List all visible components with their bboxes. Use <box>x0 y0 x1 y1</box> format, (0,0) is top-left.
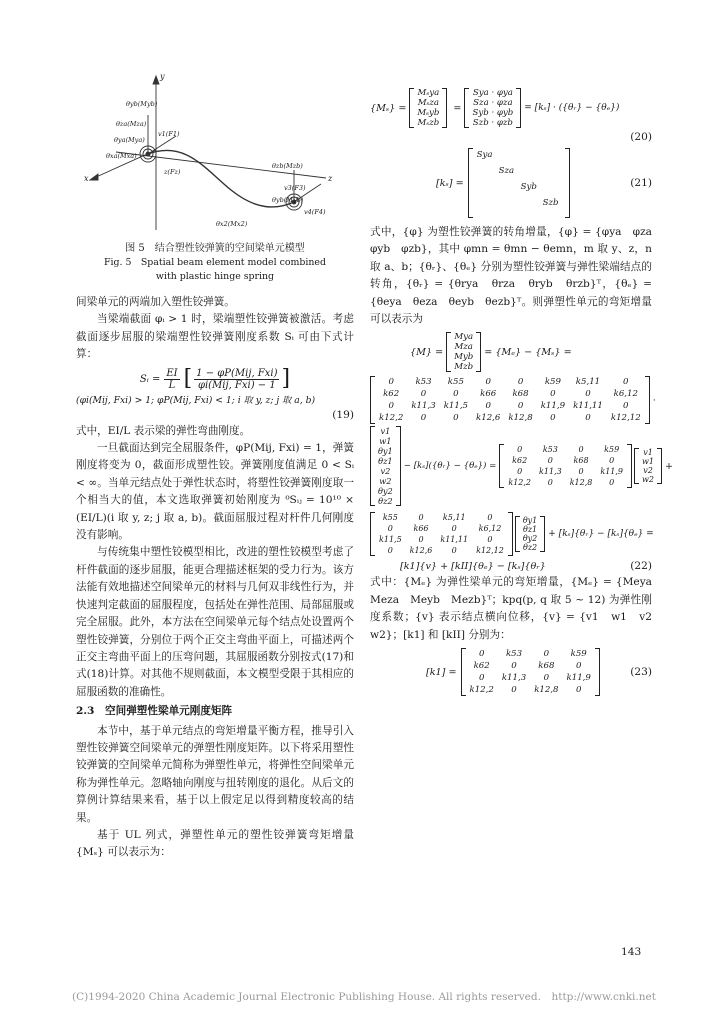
k1-matrix-cell: k11,5 <box>443 401 469 412</box>
tail-operator: + [kₛ]{θᵣ} − [kₛ]{θₑ} = <box>548 529 654 540</box>
equation-19: Sᵢ = $\frac{EI}{L}$ [ 1 − φP(Mij, Fxi) φi(Mij, Fxi) − 1 ] <box>139 366 291 392</box>
k23-matrix-cell: 0 <box>543 673 550 684</box>
axis-z-label: z <box>328 174 333 183</box>
paragraph-3: 式中，EI/L 表示梁的弹性弯曲刚度。 <box>76 424 251 437</box>
k3-matrix-cell: 0 <box>487 535 493 545</box>
eq22-number: (22) <box>630 560 652 573</box>
eq19-number: (19) <box>332 408 354 421</box>
k23-matrix-cell: k59 <box>570 649 587 660</box>
right-column <box>370 60 674 696</box>
k2-matrix-cell: 0 <box>517 445 523 455</box>
paragraph-4: 一旦截面达到完全屈服条件，φP(Mij, Fxi) = 1，弹簧刚度将变为 0，截面形成塑性铰。弹簧刚度值满足 0 < Sᵢ < ∞。当单元结点处于弹性状态时，将塑性铰弹簧刚度取一个相当大的值，本文选取弹簧初始刚度为 ⁰Sᵢⱼ = 10¹⁰ × (EI/L)(i 取 y, z; j 取 a, b)。截面屈服过程对杆件几何刚度没有影响。 <box>76 442 354 542</box>
eq19-lhs: Sᵢ = <box>139 373 161 385</box>
disp-vector-entry: v1 <box>380 426 391 437</box>
k3-matrix-cell: k11,5 <box>379 535 402 545</box>
disp-vector-entry: θz1 <box>378 456 393 467</box>
k1-matrix-row <box>375 388 645 400</box>
eq20-moment-entry: Mₛzb <box>417 118 440 128</box>
left-column <box>76 60 354 862</box>
k1-matrix-cell: k5,11 <box>575 377 601 388</box>
k2-matrix-row <box>504 466 627 477</box>
eqM-moment-entry: Myb <box>454 352 474 363</box>
k23-matrix-cell: k11,3 <box>501 673 527 684</box>
k3-matrix-cell: 0 <box>387 524 393 534</box>
k1-matrix-cell: 0 <box>453 413 459 424</box>
k1-matrix-cell: 0 <box>517 401 524 412</box>
lateral-vector-entry: w1 <box>642 457 654 467</box>
k3-matrix-row <box>375 534 508 545</box>
k1-matrix-row <box>375 376 645 388</box>
disp-vector-entry: θy2 <box>378 486 393 497</box>
k1-matrix-line: 0 k53 k55 0 0 k59 k5,11 0 k62 0 0 k66 k68 0 0 k6,12 0 k11,3 k11,5 0 0 k11,9 k11,11 0 k12,2 0 0 k12,6 k12,8 0 0 k12,12 · <box>370 376 652 424</box>
k2-matrix-cell: 0 <box>547 478 553 488</box>
k23-matrix-cell: k12,2 <box>469 685 494 696</box>
k1-matrix-cell: k53 <box>415 377 432 388</box>
k3-matrix-cell: k6,12 <box>478 524 502 534</box>
k1-matrix-cell: 0 <box>550 389 556 400</box>
fig-label-1: θyb(Myb) <box>126 100 158 108</box>
k1-matrix-cell: 0 <box>485 377 491 388</box>
k23-matrix-cell: 0 <box>511 685 517 696</box>
k3-matrix-cell: 0 <box>418 535 424 545</box>
k23-matrix-cell: 0 <box>478 673 485 684</box>
equation-22 <box>400 560 652 572</box>
lateral-vector-entry: w2 <box>642 475 654 485</box>
eq20-spring-entry: Sza · φza <box>473 98 513 108</box>
k1-matrix-cell: k12,12 <box>610 413 641 424</box>
k23-matrix-row <box>466 660 595 672</box>
k23-matrix-cell: 0 <box>478 649 485 660</box>
k2-matrix-cell: k11,3 <box>539 467 562 477</box>
k1-matrix-cell: 0 <box>517 377 524 388</box>
disp-vector-entry: θy1 <box>378 446 393 457</box>
eq20-moment-entry: Mₛya <box>417 88 440 98</box>
k1-matrix-cell: k66 <box>480 389 497 400</box>
k1-matrix-cell: 0 <box>388 401 394 412</box>
k3-matrix-cell: 0 <box>451 524 457 534</box>
k3-matrix-cell: k5,11 <box>442 513 466 523</box>
section-heading: 2.3 空间弹塑性梁单元刚度矩阵 <box>76 705 233 718</box>
rotation-vector-entry: θz2 <box>523 543 538 553</box>
fig-label-4: θxa(Mxa) <box>106 152 137 160</box>
vector-line: v1 w1 θy1 θz1 v2 w2 θy2 θz2 − [kₛ]({θᵣ} − {θₑ}) = 0 k53 0 k59 k62 0 k68 0 0 k11,3 0 k11,9 k12,2 0 k12,8 0 v1 w1 v2 w2 + <box>370 426 652 506</box>
k3-matrix-cell: 0 <box>418 513 424 523</box>
k1-matrix-cell: 0 <box>453 389 459 400</box>
axis-y-label: y <box>160 72 165 81</box>
eqM-moment-entry: Mzb <box>454 362 474 373</box>
fig-label-11: θx2(Mx2) <box>216 220 248 228</box>
eqM-moment-entry: Mza <box>454 342 473 353</box>
k23-matrix-cell: k62 <box>473 661 490 672</box>
rotation-vector-entry: θy1 <box>522 516 538 526</box>
page-number: 143 <box>621 946 642 958</box>
k23-matrix-cell: 0 <box>511 661 517 672</box>
k1-matrix-cell: k11,3 <box>411 401 436 412</box>
eq21-diag-entry: Sza <box>498 166 515 176</box>
eq19-condition: (φi(Mij, Fxi) > 1; φP(Mij, Fxi) < 1; i 取 y, z; j 取 a, b) <box>76 394 316 406</box>
figure-caption-cn: 图 5 结合塑性铰弹簧的空间梁单元模型 <box>125 243 305 254</box>
k1-matrix-cell: k59 <box>544 377 561 388</box>
k1-matrix-cell: 0 <box>485 401 491 412</box>
k23-matrix-cell: 0 <box>575 661 582 672</box>
k2-matrix-cell: 0 <box>609 456 615 466</box>
fig-label-5: v1(F1) <box>158 130 180 138</box>
k1-matrix-cell: k12,2 <box>379 413 404 424</box>
k2-matrix-cell: k11,9 <box>600 467 624 477</box>
k1-matrix-cell: k11,9 <box>540 401 566 412</box>
k1-matrix-row <box>375 412 645 424</box>
k23-matrix-cell: k12,8 <box>534 685 559 696</box>
lateral-vector-entry: v2 <box>643 466 653 476</box>
k23-matrix-row <box>466 672 595 684</box>
disp-vector-entry: w2 <box>379 476 392 487</box>
k3-line <box>370 512 652 556</box>
eqM-rhs: = {Mₑ} − {Mₛ} = <box>484 346 572 358</box>
eqM-moment-entry: Mya <box>454 332 474 343</box>
k2-matrix-cell: k53 <box>542 445 558 455</box>
axis-x-label: x <box>84 174 89 183</box>
paragraph-7: 基于 UL 列式，弹塑性单元的塑性铰弹簧弯矩增量 {Mₛ} 可以表示为： <box>76 828 354 859</box>
figure-caption-en-1: Fig. 5 Spatial beam element model combined <box>104 257 326 268</box>
eq21-diag-entry: Syb <box>520 182 537 192</box>
k2-matrix-row <box>504 477 627 488</box>
k1-matrix-row <box>375 400 645 412</box>
figure-caption-en-2: with plastic hinge spring <box>155 271 275 282</box>
k1-matrix-cell: k6,12 <box>613 389 638 400</box>
eq20-moment-entry: Mₛza <box>417 98 440 108</box>
k3-matrix-cell: 0 <box>487 513 493 523</box>
k3-matrix-cell: k66 <box>413 524 429 534</box>
k1-matrix-cell: 0 <box>420 413 427 424</box>
fig-label-2: θza(Mza) <box>116 120 147 128</box>
k2-matrix-cell: 0 <box>517 467 523 477</box>
k1-matrix-cell: 0 <box>585 413 591 424</box>
k1-matrix-cell: 0 <box>388 377 394 388</box>
eq21-number: (21) <box>630 177 652 189</box>
k3-matrix-cell: 0 <box>451 546 457 556</box>
disp-vector-entry: θz2 <box>378 496 393 507</box>
k2-matrix-cell: k12,2 <box>508 478 532 488</box>
k1-matrix-cell: k68 <box>512 389 529 400</box>
k3-matrix-cell: 0 <box>387 546 393 556</box>
k23-matrix-cell: 0 <box>543 649 550 660</box>
k2-matrix-cell: k62 <box>512 456 528 466</box>
equation-20: {Mₛ} = Mₛya Mₛza Mₛyb Mₛzb = Sya · φya Sza · φza Syb · φyb Szb · φzb = [kₛ] · ({θᵣ} − {θₑ}) <box>370 88 620 128</box>
eq22-line: [k1]{v} + [kII]{θₑ} − [kₛ]{θᵣ} <box>400 560 546 572</box>
eq20-spring-entry: Sya · φya <box>472 88 513 98</box>
k2-matrix-cell: 0 <box>547 456 553 466</box>
eq19-frac2-num: 1 − φP(Mij, Fxi) <box>196 367 278 379</box>
k1-matrix-cell: 0 <box>585 389 591 400</box>
figure-5 <box>76 60 354 238</box>
k3-matrix-cell: k11,11 <box>440 535 469 545</box>
k23-matrix-cell: 0 <box>575 685 582 696</box>
fig-label-8: v3(F3) <box>284 184 306 192</box>
k3-matrix-row <box>375 545 508 556</box>
rotation-vector-entry: θy2 <box>522 534 538 544</box>
k3-matrix-row <box>375 523 508 534</box>
eq19-frac2-den: φi(Mij, Fxi) − 1 <box>197 379 276 391</box>
k2-matrix-cell: k68 <box>573 456 589 466</box>
right-paragraph-1: 式中，{φ} 为塑性铰弹簧的转角增量，{φ} = {φya φza φyb φzb}，其中 φmn = θmn − θemn，m 取 y、z，n 取 a、b；{θᵣ}、{θₑ} 分别为塑性铰弹簧与弹性梁端结点的转角，{θᵣ} = {θrya θrza θryb θrzb}ᵀ，{θₑ} = {θeya θeza θeyb θezb}ᵀ。则弹塑性单元的弯矩增量可以表示为 <box>370 226 663 326</box>
k1-matrix-cell: 0 <box>550 413 556 424</box>
k1-matrix-cell: k55 <box>447 377 464 388</box>
eq21-diag-entry: Sya <box>476 150 493 160</box>
paragraph-2: 当梁端截面 φᵢ > 1 时，梁端塑性铰弹簧被激活。考虑截面逐步屈服的梁端塑性铰弹簧刚度系数 Sᵢ 可由下式计算： <box>76 313 354 361</box>
k1-matrix-cell: 0 <box>623 377 629 388</box>
eq20-rhs: = [kₛ] · ({θᵣ} − {θₑ}) <box>524 103 620 113</box>
k1-matrix-cell: k12,8 <box>508 413 533 424</box>
lateral-vector-entry: v1 <box>643 448 653 458</box>
k23-matrix-cell: k68 <box>538 661 555 672</box>
paragraph-1: 间梁单元的两端加入塑性铰弹簧。 <box>76 296 235 308</box>
equation-M <box>410 332 652 372</box>
paragraph-6: 本节中，基于单元结点的弯矩增量平衡方程，推导引入塑性铰弹簧空间梁单元的弹塑性刚度矩阵。以下将采用塑性铰弹簧的空间梁单元简称为弹塑性单元，将弹性空间梁单元称为弹性单元。忽略轴向刚度与扭转刚度的退化。从后文的算例计算结果来看，基于以上假定足以得到精度较高的结果。 <box>76 724 354 824</box>
right-paragraph-2: 式中：{Mₑ} 为弹性梁单元的弯矩增量，{Mₑ} = {Meya Meza Meyb Mezb}ᵀ；kpq(p, q 取 5 ~ 12) 为弹性刚度系数；{v} 表示结点横向位移，{v} = {v1 w1 v2 w2}；[k1] 和 [kII] 分别为： <box>370 576 663 641</box>
fig-label-7: θzb(Mzb) <box>272 162 303 170</box>
k1-matrix-cell: k11,11 <box>573 401 603 412</box>
rotation-vector-entry: θz1 <box>523 525 538 535</box>
k2-matrix-cell: 0 <box>578 467 584 477</box>
k1-matrix-cell: k12,6 <box>476 413 501 424</box>
paragraph-5: 与传统集中塑性铰模型相比，改进的塑性铰模型考虑了杆件截面的逐步屈服，能更合理描述框架的受力行为。该方法能有效地描述空间梁单元的材料与几何双非线性行为，并快速判定截面的屈服程度，包括处在弹性范围、局部屈服或完全屈服。此外，本方法在空间梁单元每个结点处设置两个塑性铰弹簧，分别位于两个正交主弯曲平面上，可描述两个正交主弯曲平面上的压弯问题，其屈服函数分别按式(17)和式(18)计算。对其他不规则截面，本文模型受限于其相应的屈服函数的准确性。 <box>76 546 354 698</box>
eq23-lhs: [k1] = <box>426 666 457 678</box>
k23-matrix-cell: k11,9 <box>566 673 591 684</box>
k2-matrix-cell: k12,8 <box>569 478 593 488</box>
k2-matrix-row <box>504 455 627 466</box>
k2-matrix-row <box>504 444 627 455</box>
k23-matrix-cell: k53 <box>505 649 523 660</box>
eqM-lhs: {M} = <box>410 346 444 358</box>
k2-matrix-cell: 0 <box>578 445 584 455</box>
k3-matrix-row <box>375 512 508 523</box>
fig-label-3: θya(Mya) <box>114 136 145 144</box>
eq21-diag-entry: Szb <box>542 198 559 208</box>
equation-23 <box>426 648 652 696</box>
mid-operator: − [kₛ]({θᵣ} − {θₑ}) = <box>403 461 497 472</box>
k1-matrix-cell: 0 <box>623 401 629 412</box>
k1-matrix-cell: 0 <box>420 389 427 400</box>
k1-matrix-cell: k62 <box>383 389 400 400</box>
fig-label-10: v4(F4) <box>304 208 326 216</box>
k3-matrix-cell: k12,6 <box>409 546 433 556</box>
k2-matrix-cell: k59 <box>604 445 620 455</box>
eq20-spring-entry: Syb · φyb <box>472 108 514 118</box>
k23-matrix-row <box>466 648 595 660</box>
copyright-footer: (C)1994-2020 China Academic Journal Electronic Publishing House. All rights reserved. http://www.cnki.net <box>72 991 656 1003</box>
eq20-spring-entry: Szb · φzb <box>472 118 513 128</box>
disp-vector-entry: v2 <box>380 466 391 477</box>
k23-matrix-row <box>466 684 595 696</box>
k3-matrix-cell: k12,12 <box>476 546 504 556</box>
fig-label-9: θyb(Myb) <box>272 196 304 204</box>
eq20-lhs: {Mₛ} = <box>370 102 407 114</box>
eq21-lhs: [kₛ] = <box>436 177 464 189</box>
eq19-frac1-den: L <box>168 379 176 391</box>
equation-21 <box>436 148 652 218</box>
eq19-frac1-num: EI <box>166 367 178 379</box>
eq20-moment-entry: Mₛyb <box>417 108 440 118</box>
eq23-number: (23) <box>630 666 652 679</box>
fig-label-6: z(Fz) <box>164 168 181 176</box>
k3-matrix-cell: k55 <box>382 513 398 523</box>
k2-matrix-cell: 0 <box>609 478 615 488</box>
eq20-number: (20) <box>630 131 652 143</box>
disp-vector-entry: w1 <box>379 436 392 447</box>
